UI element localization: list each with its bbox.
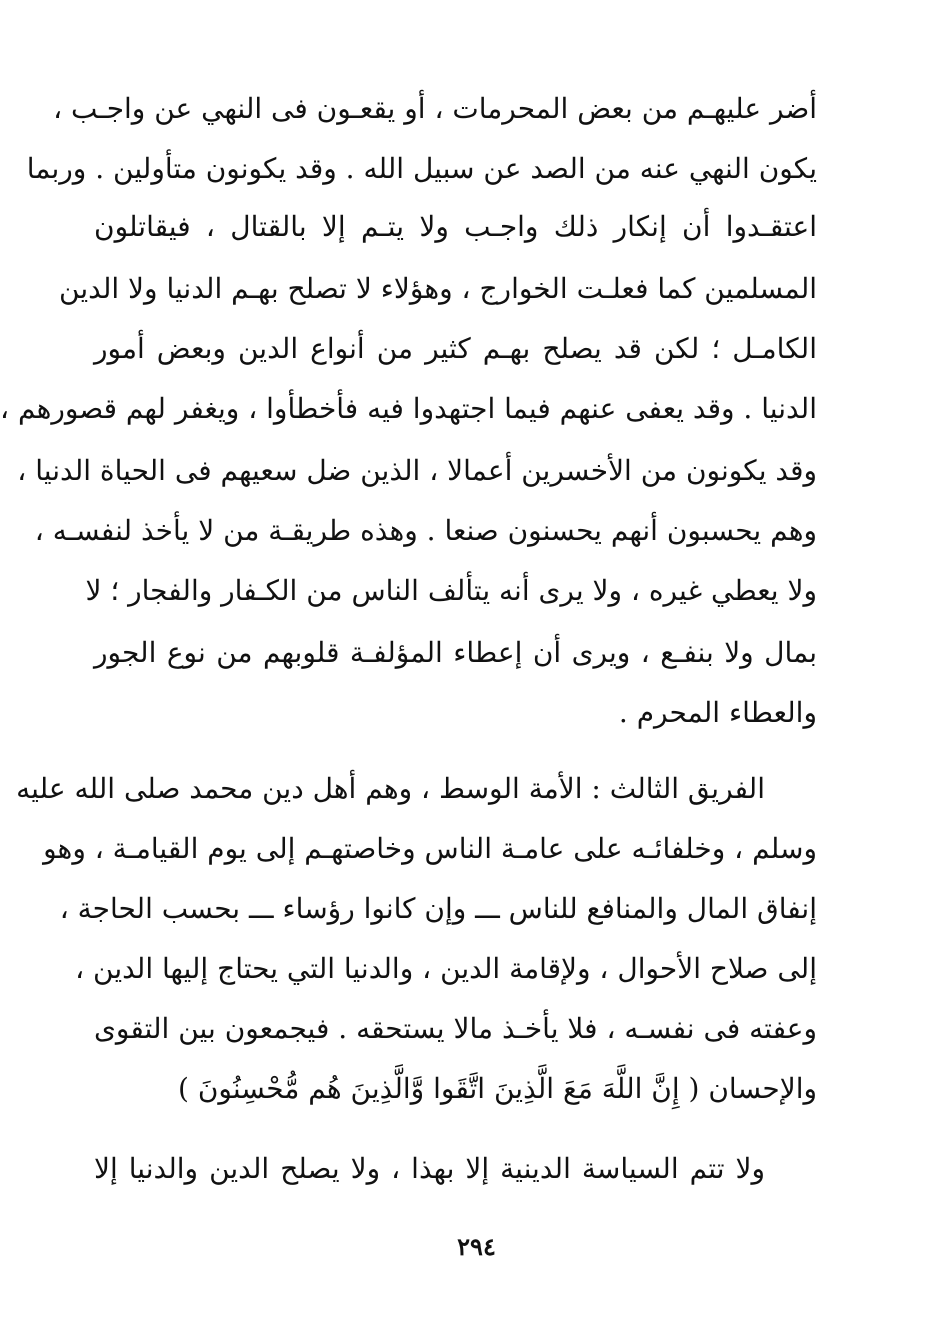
text-line: يكون النهي عنه من الصد عن سبيل الله . وقد يكونون متأولين . وربما [26, 152, 817, 185]
text-line: وعفته فى نفسـه ، فلا يأخـذ مالا يستحقه . فيجمعون بين التقوى [94, 1012, 817, 1045]
text-line: بمال ولا بنفـع ، ويرى أن إعطاء المؤلفـة قلوبهم من نوع الجور [94, 636, 817, 669]
text-line: وسلم ، وخلفائـه على عامـة الناس وخاصتهـم إلى يوم القيامـة ، وهو [43, 832, 817, 865]
text-line: الدنيا . وقد يعفى عنهم فيما اجتهدوا فيه فأخطأوا ، ويغفر لهم قصورهم ، [0, 392, 817, 425]
text-line: المسلمين كما فعلـت الخوارج ، وهؤلاء لا تصلح بهـم الدنيا ولا الدين [59, 272, 817, 305]
page-number: ٢٩٤ [457, 1232, 496, 1261]
text-line: الكامـل ؛ لكن قد يصلح بهـم كثير من أنواع الدين وبعض أمور [94, 332, 817, 365]
text-line: إنفاق المال والمنافع للناس ـــ وإن كانوا رؤساء ـــ بحسب الحاجة ، [59, 892, 817, 925]
text-line: والعطاء المحرم . [618, 696, 817, 729]
text-line: إلى صلاح الأحوال ، ولإقامة الدين ، والدنيا التي يحتاج إليها الدين ، [75, 952, 817, 985]
text-line: اعتقـدوا أن إنكار ذلك واجـب ولا يتـم إلا بالقتال ، فيقاتلون [94, 210, 817, 243]
paragraph-first-line: الفريق الثالث : الأمة الوسط ، وهم أهل دين محمد صلى الله عليه [16, 772, 765, 805]
text-line: ولا يعطي غيره ، ولا يرى أنه يتألف الناس من الكـفار والفجار ؛ لا [85, 574, 817, 607]
text-line: أضر عليهـم من بعض المحرمات ، أو يقعـون فى النهي عن واجـب ، [53, 92, 817, 125]
quran-verse-line: والإحسان ( إِنَّ اللَّهَ مَعَ الَّذِينَ اتَّقَوا وَّالَّذِينَ هُم مُّحْسِنُونَ ) [178, 1072, 817, 1105]
text-line: وهم يحسبون أنهم يحسنون صنعا . وهذه طريقـة من لا يأخذ لنفسـه ، [34, 514, 817, 547]
paragraph-first-line: ولا تتم السياسة الدينية إلا بهذا ، ولا يصلح الدين والدنيا إلا [94, 1152, 765, 1185]
text-line: وقد يكونون من الأخسرين أعمالا ، الذين ضل سعيهم فى الحياة الدنيا ، [17, 454, 817, 487]
